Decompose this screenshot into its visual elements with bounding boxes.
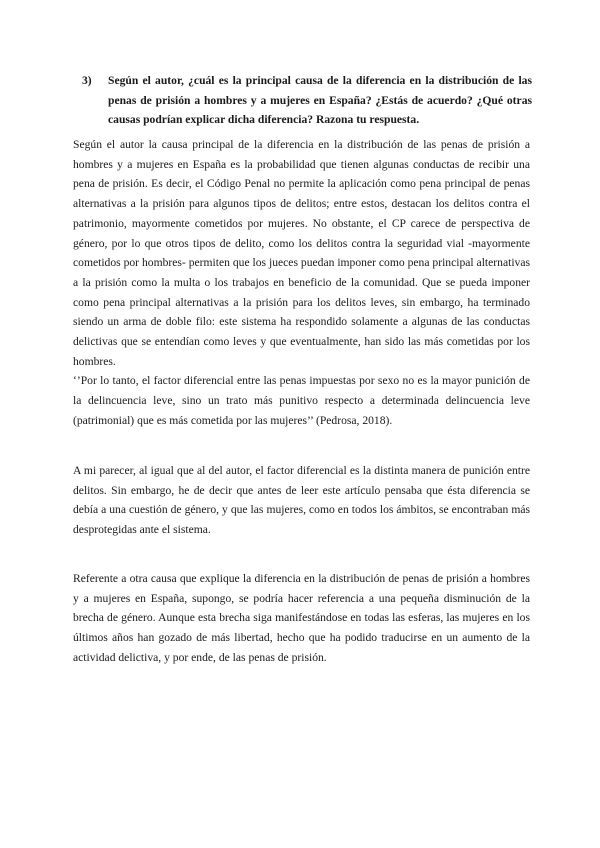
answer-block-2	[73, 461, 530, 540]
answer-paragraph-1: Según el autor la causa principal de la diferencia en la distribución de las penas de prisión a hombres y a mujeres en España es la probabilidad que tienen algunas conductas de recibir una pena de prisión. Es decir, el Código Penal no permite la aplicación como pena principal de penas alternativas a la prisión para algunos tipos de delitos; entre estos, destacan los delitos contra el patrimonio, mayormente cometidos por mujeres. No obstante, el CP carece de perspectiva de género, por lo que otros tipos de delito, como los delitos contra la seguridad vial -mayormente cometidos por hombres- permiten que los jueces puedan imponer como pena principal alternativas a la prisión como la multa o los trabajos en beneficio de la comunidad. Que se pueda imponer como pena principal alternativas a la prisión para los delitos leves, sin embargo, ha terminado siendo un arma de doble filo: este sistema ha respondido solamente a algunas de las conductas delictivas que se entendían como leves y que eventualmente, han sido las más cometidas por los hombres.	[73, 138, 530, 368]
answer-block-1	[73, 135, 530, 431]
quote-paragraph: ‘’Por lo tanto, el factor diferencial entre las penas impuestas por sexo no es la mayor punición de la delincuencia leve, sino un trato más punitivo respecto a determinada delincuencia leve (patrimonial) que es más cometida por las mujeres’’ (Pedrosa, 2018).	[73, 374, 530, 427]
question-heading	[82, 71, 532, 130]
answer-block-3	[73, 569, 530, 668]
answer-paragraph-2: A mi parecer, al igual que al del autor, el factor diferencial es la distinta manera de punición entre delitos. Sin embargo, he de decir que antes de leer este artículo pensaba que ésta diferencia se debía a una cuestión de género, y que las mujeres, como en todos los ámbitos, se encontraban más desprotegidas ante el sistema.	[73, 464, 530, 537]
answer-paragraph-3: Referente a otra causa que explique la diferencia en la distribución de penas de prisión a hombres y a mujeres en España, supongo, se podría hacer referencia a una pequeña disminución de la brecha de género. Aunque esta brecha siga manifestándose en todas las esferas, las mujeres en los últimos años han gozado de más libertad, hecho que ha podido traducirse en un aumento de la actividad delictiva, y por ende, de las penas de prisión.	[73, 572, 530, 664]
question-text: Según el autor, ¿cuál es la principal causa de la diferencia en la distribución de las penas de prisión a hombres y a mujeres en España? ¿Estás de acuerdo? ¿Qué otras causas podrían explicar dicha diferencia? Razona tu respuesta.	[108, 74, 532, 126]
question-number: 3)	[82, 74, 92, 87]
